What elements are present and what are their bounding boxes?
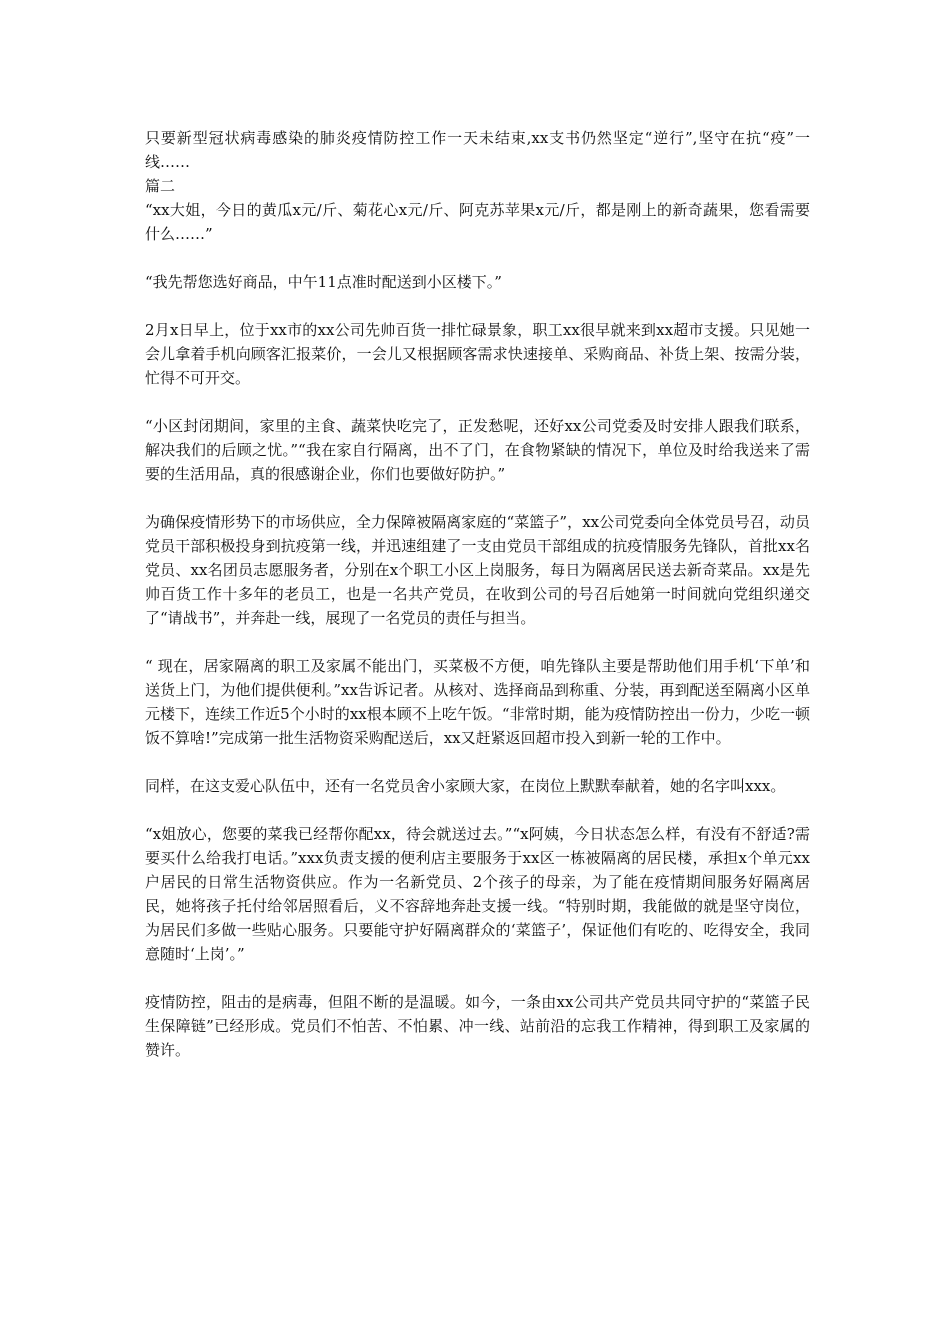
paragraph-6: “ 现在，居家隔离的职工及家属不能出门，买菜极不方便，咱先锋队主要是帮助他们用手机‘下单’和送货上门，为他们提供便利。”xx告诉记者。从核对、选择商品到称重、分装，再到配送至隔离小区单元楼下，连续工作近5个小时的xx根本顾不上吃午饭。“非常时期，能为疫情防控出一份力，少吃一顿饭不算啥!”完成第一批生活物资采购配送后，xx又赶紧返回超市投入到新一轮的工作中。	[145, 657, 810, 747]
paragraph-9: 疫情防控，阻击的是病毒，但阻不断的是温暖。如今，一条由xx公司共产党员共同守护的“菜篮子民生保障链”已经形成。党员们不怕苦、不怕累、冲一线、站前沿的忘我工作精神，得到职工及家属的赞许。	[145, 993, 810, 1059]
paragraph-3: 2月x日早上，位于xx市的xx公司先帅百货一排忙碌景象，职工xx很早就来到xx超市支援。只见她一会儿拿着手机向顾客汇报菜价，一会儿又根据顾客需求快速接单、采购商品、补货上架、按需分装，忙得不可开交。	[145, 321, 810, 387]
paragraph-8: “x姐放心，您要的菜我已经帮你配xx，待会就送过去。”“x阿姨，今日状态怎么样，有没有不舒适?需要买什么给我打电话。”xxx负责支援的便利店主要服务于xx区一栋被隔离的居民楼，承担x个单元xx户居民的日常生活物资供应。作为一名新党员、2个孩子的母亲，为了能在疫情期间服务好隔离居民，她将孩子托付给邻居照看后，义不容辞地奔赴支援一线。“特别时期，我能做的就是坚守岗位，为居民们多做一些贴心服务。只要能守护好隔离群众的‘菜篮子’，保证他们有吃的、吃得安全，我同意随时‘上岗’。”	[145, 825, 810, 963]
paragraph-5: 为确保疫情形势下的市场供应，全力保障被隔离家庭的“菜篮子”，xx公司党委向全体党员号召，动员党员干部积极投身到抗疫第一线，并迅速组建了一支由党员干部组成的抗疫情服务先锋队，首批xx名党员、xx名团员志愿服务者，分别在x个职工小区上岗服务，每日为隔离居民送去新奇菜品。xx是先帅百货工作十多年的老员工，也是一名共产党员，在收到公司的号召后她第一时间就向党组织递交了“请战书”，并奔赴一线，展现了一名党员的责任与担当。	[145, 513, 810, 627]
paragraph-spacer	[145, 966, 810, 990]
paragraph-spacer	[145, 750, 810, 774]
intro-paragraph: 只要新型冠状病毒感染的肺炎疫情防控工作一天未结束,xx支书仍然坚定“逆行”,坚守在抗“疫”一线……	[145, 129, 810, 171]
paragraph-2: “我先帮您选好商品，中午11点准时配送到小区楼下。”	[145, 273, 502, 291]
paragraph-7: 同样，在这支爱心队伍中，还有一名党员舍小家顾大家，在岗位上默默奉献着，她的名字叫xxx。	[145, 777, 786, 795]
paragraph-1: “xx大姐，今日的黄瓜x元/斤、菊花心x元/斤、阿克苏苹果x元/斤，都是刚上的新奇蔬果，您看需要什么……”	[145, 201, 810, 243]
section-title: 篇二	[145, 177, 176, 195]
paragraph-4: “小区封闭期间，家里的主食、蔬菜快吃完了，正发愁呢，还好xx公司党委及时安排人跟我们联系，解决我们的后顾之忧。”“我在家自行隔离，出不了门，在食物紧缺的情况下，单位及时给我送来了需要的生活用品，真的很感谢企业，你们也要做好防护。”	[145, 417, 810, 483]
document-body	[145, 126, 810, 1062]
paragraph-spacer	[145, 486, 810, 510]
paragraph-spacer	[145, 294, 810, 318]
paragraph-spacer	[145, 798, 810, 822]
paragraph-spacer	[145, 390, 810, 414]
paragraph-spacer	[145, 246, 810, 270]
paragraph-spacer	[145, 630, 810, 654]
